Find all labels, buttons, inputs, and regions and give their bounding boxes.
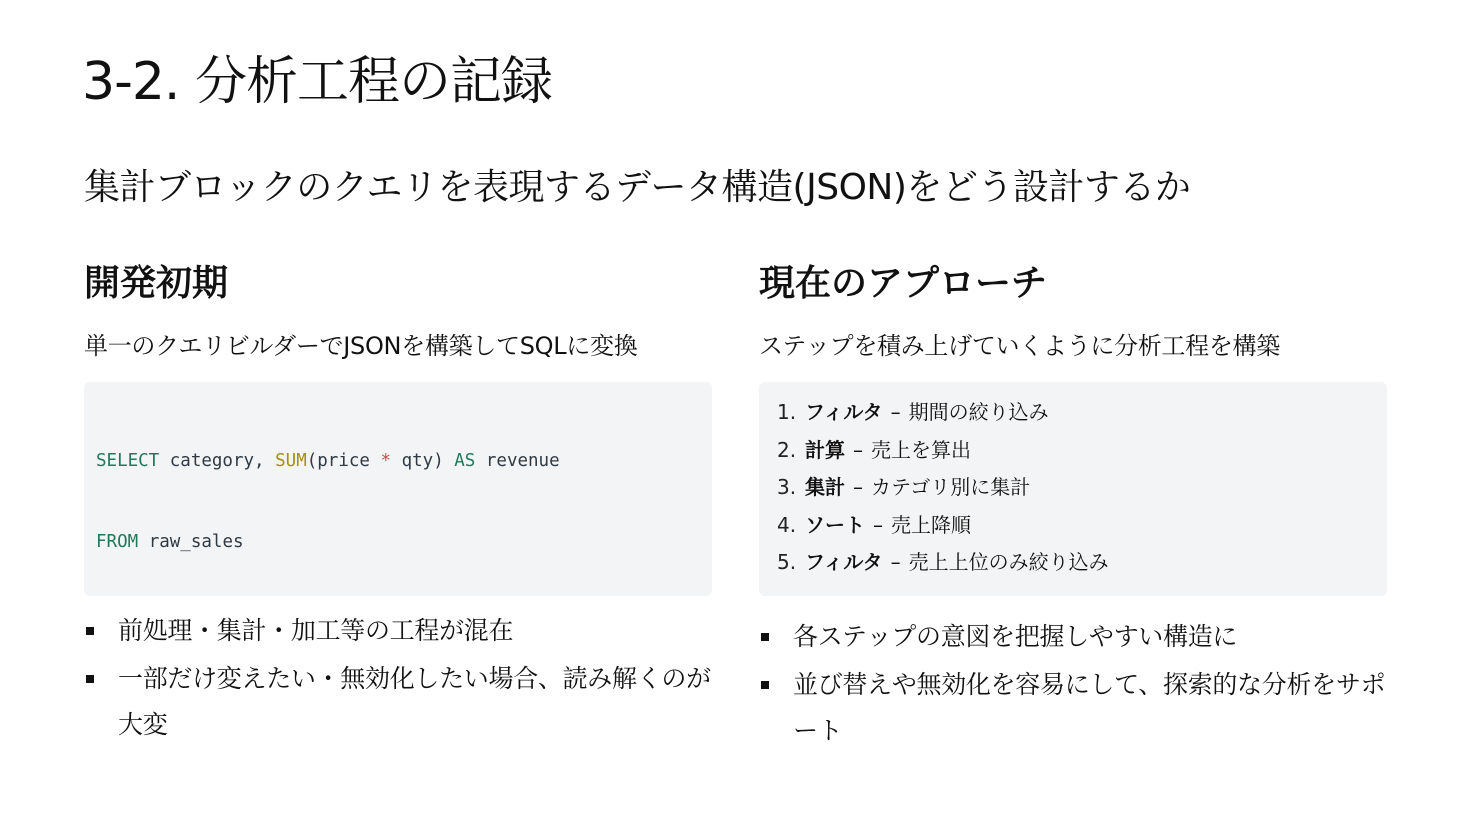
current-approach-description: ステップを積み上げていくように分析工程を構築 bbox=[759, 332, 1280, 361]
step-name: 計算 bbox=[805, 437, 845, 462]
step-name: 集計 bbox=[805, 475, 845, 500]
code-keyword: AS bbox=[454, 451, 476, 472]
square-bullet-icon bbox=[86, 675, 94, 683]
square-bullet-icon bbox=[86, 627, 94, 635]
step-item bbox=[777, 546, 1369, 584]
bullet-text: 並び替えや無効化を容易にして、探索的な分析をサポート bbox=[793, 670, 1386, 746]
step-dash: – bbox=[890, 550, 901, 575]
code-operator: * bbox=[380, 451, 392, 472]
list-item bbox=[759, 662, 1387, 754]
step-dash: – bbox=[853, 475, 863, 500]
early-development-bullets bbox=[84, 608, 712, 748]
code-identifier: category, bbox=[159, 451, 276, 472]
early-development-description: 単一のクエリビルダーでJSONを構築してSQLに変換 bbox=[84, 332, 638, 361]
step-name: フィルタ bbox=[805, 400, 883, 425]
code-identifier: raw_sales bbox=[138, 532, 244, 553]
bullet-text: 各ステップの意図を把握しやすい構造に bbox=[793, 622, 1238, 652]
early-development-heading: 開発初期 bbox=[84, 263, 229, 304]
code-line bbox=[96, 448, 700, 475]
step-item bbox=[777, 434, 1369, 472]
square-bullet-icon bbox=[761, 633, 769, 641]
step-description: 売上上位のみ絞り込み bbox=[908, 550, 1109, 575]
step-item bbox=[777, 471, 1369, 509]
step-number: 5. bbox=[777, 550, 797, 575]
list-item bbox=[84, 656, 712, 748]
code-keyword: SELECT bbox=[96, 451, 160, 472]
code-keyword: FROM bbox=[96, 532, 139, 553]
current-approach-column bbox=[759, 262, 1387, 756]
code-identifier: (price bbox=[306, 451, 381, 472]
step-description: 売上を算出 bbox=[871, 437, 971, 462]
code-function: SUM bbox=[275, 451, 307, 472]
list-item bbox=[84, 608, 712, 654]
step-name: フィルタ bbox=[805, 550, 883, 575]
early-development-column bbox=[84, 262, 712, 750]
current-approach-heading: 現在のアプローチ bbox=[759, 263, 1048, 304]
current-approach-bullets bbox=[759, 614, 1387, 754]
step-description: カテゴリ別に集計 bbox=[871, 475, 1031, 500]
code-identifier: qty) bbox=[391, 451, 455, 472]
list-item bbox=[759, 614, 1387, 660]
step-description: 期間の絞り込み bbox=[908, 400, 1049, 425]
step-description: 売上降順 bbox=[891, 512, 971, 537]
slide-subtitle: 集計ブロックのクエリを表現するデータ構造(JSON)をどう設計するか bbox=[84, 167, 1191, 208]
step-dash: – bbox=[890, 400, 901, 425]
step-number: 2. bbox=[777, 437, 797, 462]
steps-list-block bbox=[759, 382, 1387, 596]
step-item bbox=[777, 509, 1369, 547]
step-name: ソート bbox=[805, 512, 865, 537]
slide-title: 3-2. 分析工程の記録 bbox=[82, 52, 552, 112]
step-item bbox=[777, 396, 1369, 434]
step-dash: – bbox=[853, 437, 863, 462]
step-dash: – bbox=[873, 512, 883, 537]
step-number: 3. bbox=[777, 475, 797, 500]
code-line bbox=[96, 529, 700, 556]
step-number: 1. bbox=[777, 400, 797, 425]
bullet-text: 一部だけ変えたい・無効化したい場合、読み解くのが大変 bbox=[118, 664, 711, 740]
sql-code-block bbox=[84, 382, 712, 596]
code-identifier: revenue bbox=[475, 451, 560, 472]
step-number: 4. bbox=[777, 512, 797, 537]
square-bullet-icon bbox=[761, 681, 769, 689]
bullet-text: 前処理・集計・加工等の工程が混在 bbox=[118, 616, 514, 646]
